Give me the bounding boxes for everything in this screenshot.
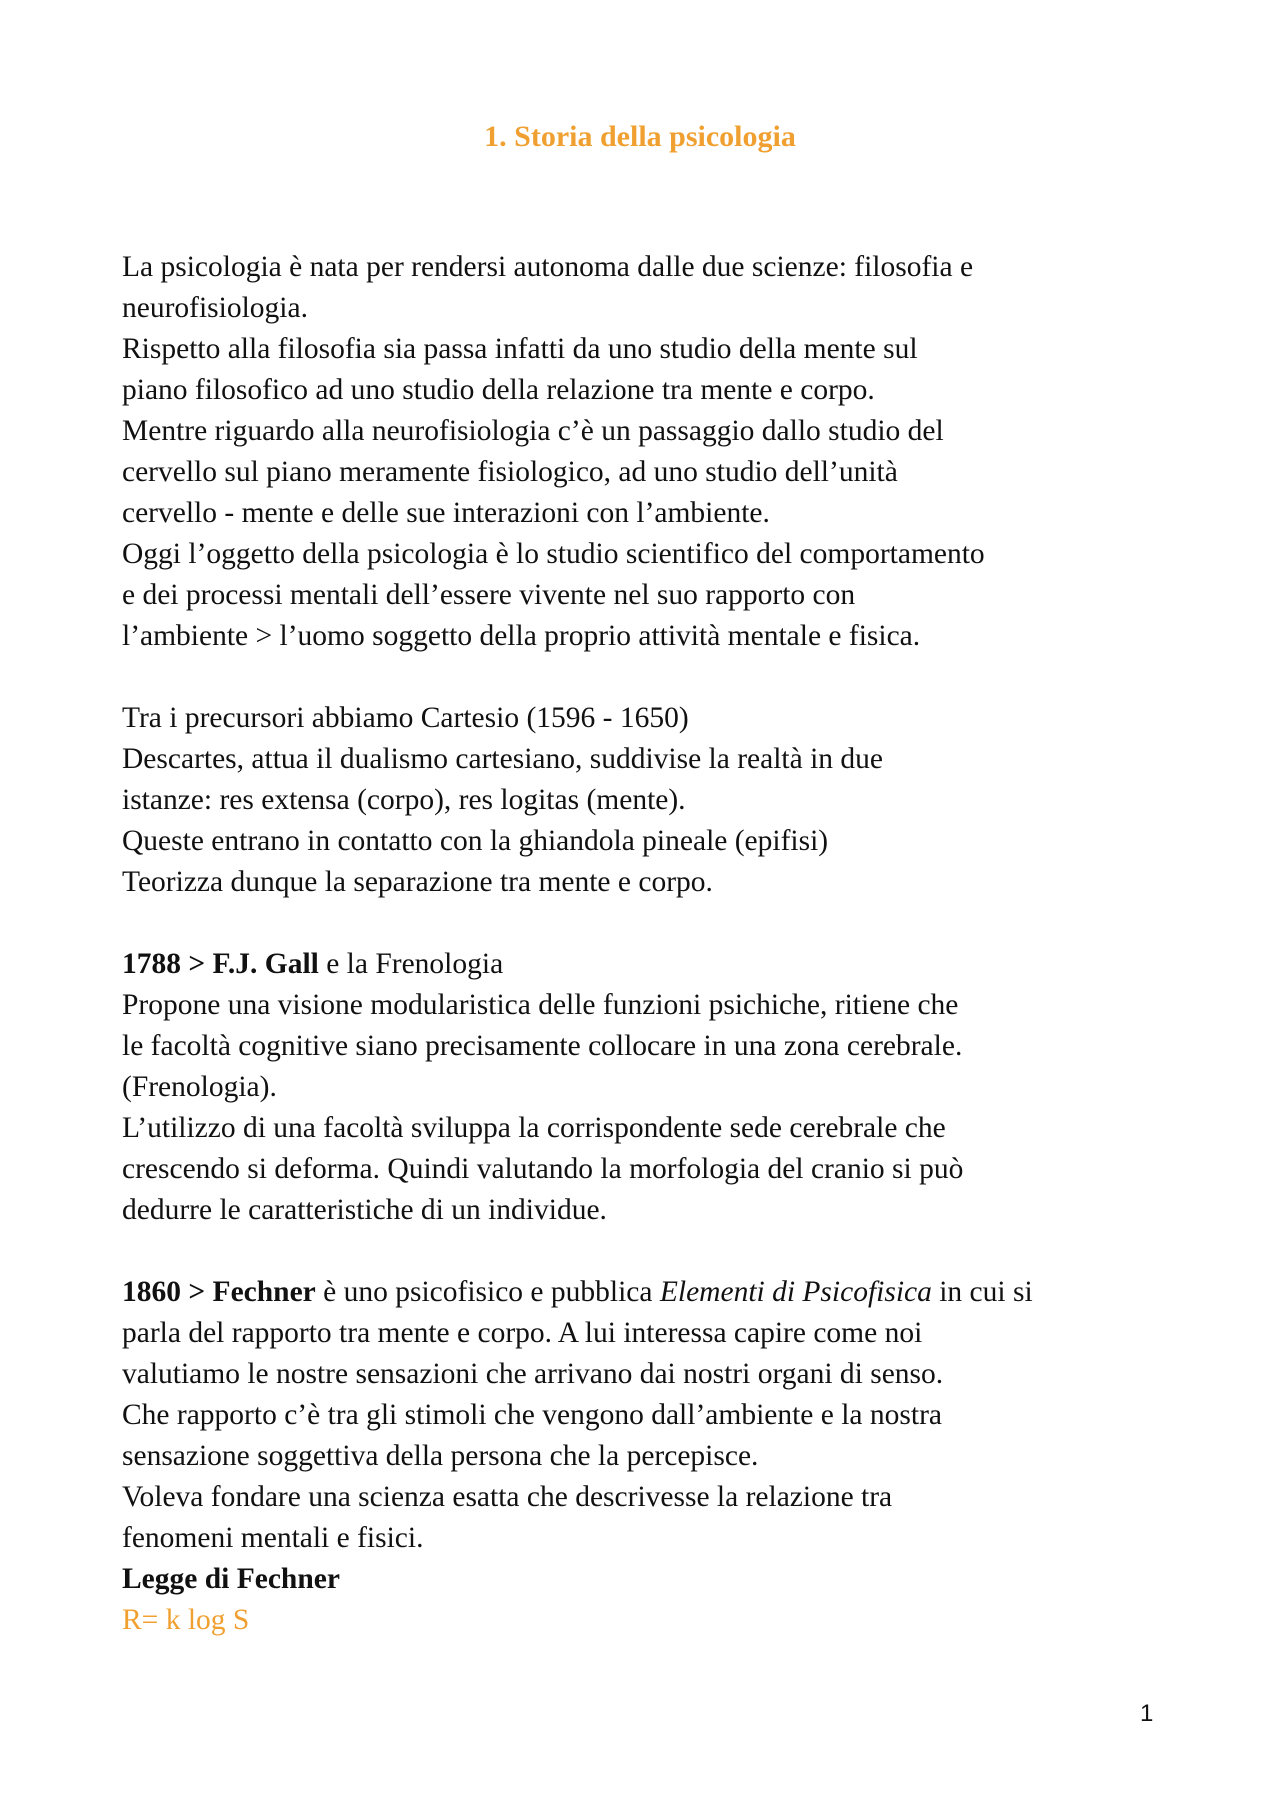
fechner-heading-bold: 1860 > Fechner: [122, 1276, 316, 1308]
fechner-paragraph: [122, 1272, 1182, 1641]
gall-heading-bold: 1788 > F.J. Gall: [122, 948, 319, 980]
fechner-heading-end: in cui si: [931, 1276, 1033, 1308]
text-line: sensazione soggettiva della persona che la percepisce.: [122, 1440, 759, 1472]
text-line: crescendo si deforma. Quindi valutando la morfologia del cranio si può: [122, 1153, 964, 1185]
text-line: valutiamo le nostre sensazioni che arrivano dai nostri organi di senso.: [122, 1358, 944, 1390]
text-line: Teorizza dunque la separazione tra mente e corpo.: [122, 866, 713, 898]
law-title: [122, 1559, 1182, 1600]
law-title-text: Legge di Fechner: [122, 1563, 340, 1595]
text-line: Descartes, attua il dualismo cartesiano, suddivise la realtà in due: [122, 743, 884, 775]
gall-heading-rest: e la Frenologia: [318, 948, 504, 980]
text-line: Oggi l’oggetto della psicologia è lo studio scientifico del comportamento: [122, 538, 985, 570]
text-line: Voleva fondare una scienza esatta che descrivesse la relazione tra: [122, 1481, 893, 1513]
cartesio-paragraph: [122, 698, 1182, 903]
text-line: La psicologia è nata per rendersi autonoma dalle due scienze: filosofia e: [122, 251, 974, 283]
text-line: l’ambiente > l’uomo soggetto della proprio attività mentale e fisica.: [122, 620, 921, 652]
page-number: 1: [1140, 1700, 1154, 1727]
text-line: piano filosofico ad uno studio della relazione tra mente e corpo.: [122, 374, 875, 406]
text-line: cervello sul piano meramente fisiologico, ad uno studio dell’unità: [122, 456, 898, 488]
text-line: Queste entrano in contatto con la ghiandola pineale (epifisi): [122, 825, 829, 857]
document-body: [122, 247, 1182, 1641]
text-line: L’utilizzo di una facoltà sviluppa la corrispondente sede cerebrale che: [122, 1112, 946, 1144]
text-line: parla del rapporto tra mente e corpo. A lui interessa capire come noi: [122, 1317, 923, 1349]
text-line: Propone una visione modularistica delle funzioni psichiche, ritiene che: [122, 989, 959, 1021]
text-line: istanze: res extensa (corpo), res logitas (mente).: [122, 784, 686, 816]
text-line: Mentre riguardo alla neurofisiologia c’è un passaggio dallo studio del: [122, 415, 944, 447]
intro-paragraph: [122, 247, 1182, 657]
fechner-formula: R= k log S: [122, 1604, 250, 1636]
gall-heading-line: [122, 944, 1182, 985]
text-line: e dei processi mentali dell’essere vivente nel suo rapporto con: [122, 579, 856, 611]
text-line: fenomeni mentali e fisici.: [122, 1522, 424, 1554]
text-line: Che rapporto c’è tra gli stimoli che vengono dall’ambiente e la nostra: [122, 1399, 942, 1431]
text-line: dedurre le caratteristiche di un individue.: [122, 1194, 607, 1226]
text-line: le facoltà cognitive siano precisamente collocare in una zona cerebrale.: [122, 1030, 963, 1062]
page-title: 1. Storia della psicologia: [484, 120, 796, 153]
book-title: Elementi di Psicofisica: [659, 1276, 932, 1308]
fechner-heading-line: [122, 1272, 1182, 1313]
text-line: neurofisiologia.: [122, 292, 308, 324]
text-line: cervello - mente e delle sue interazioni con l’ambiente.: [122, 497, 770, 529]
text-line: Tra i precursori abbiamo Cartesio (1596 - 1650): [122, 702, 689, 734]
text-line: Rispetto alla filosofia sia passa infatti da uno studio della mente sul: [122, 333, 918, 365]
gall-paragraph: [122, 944, 1182, 1231]
text-line: (Frenologia).: [122, 1071, 277, 1103]
fechner-heading-rest: è uno psicofisico e pubblica: [315, 1276, 660, 1308]
